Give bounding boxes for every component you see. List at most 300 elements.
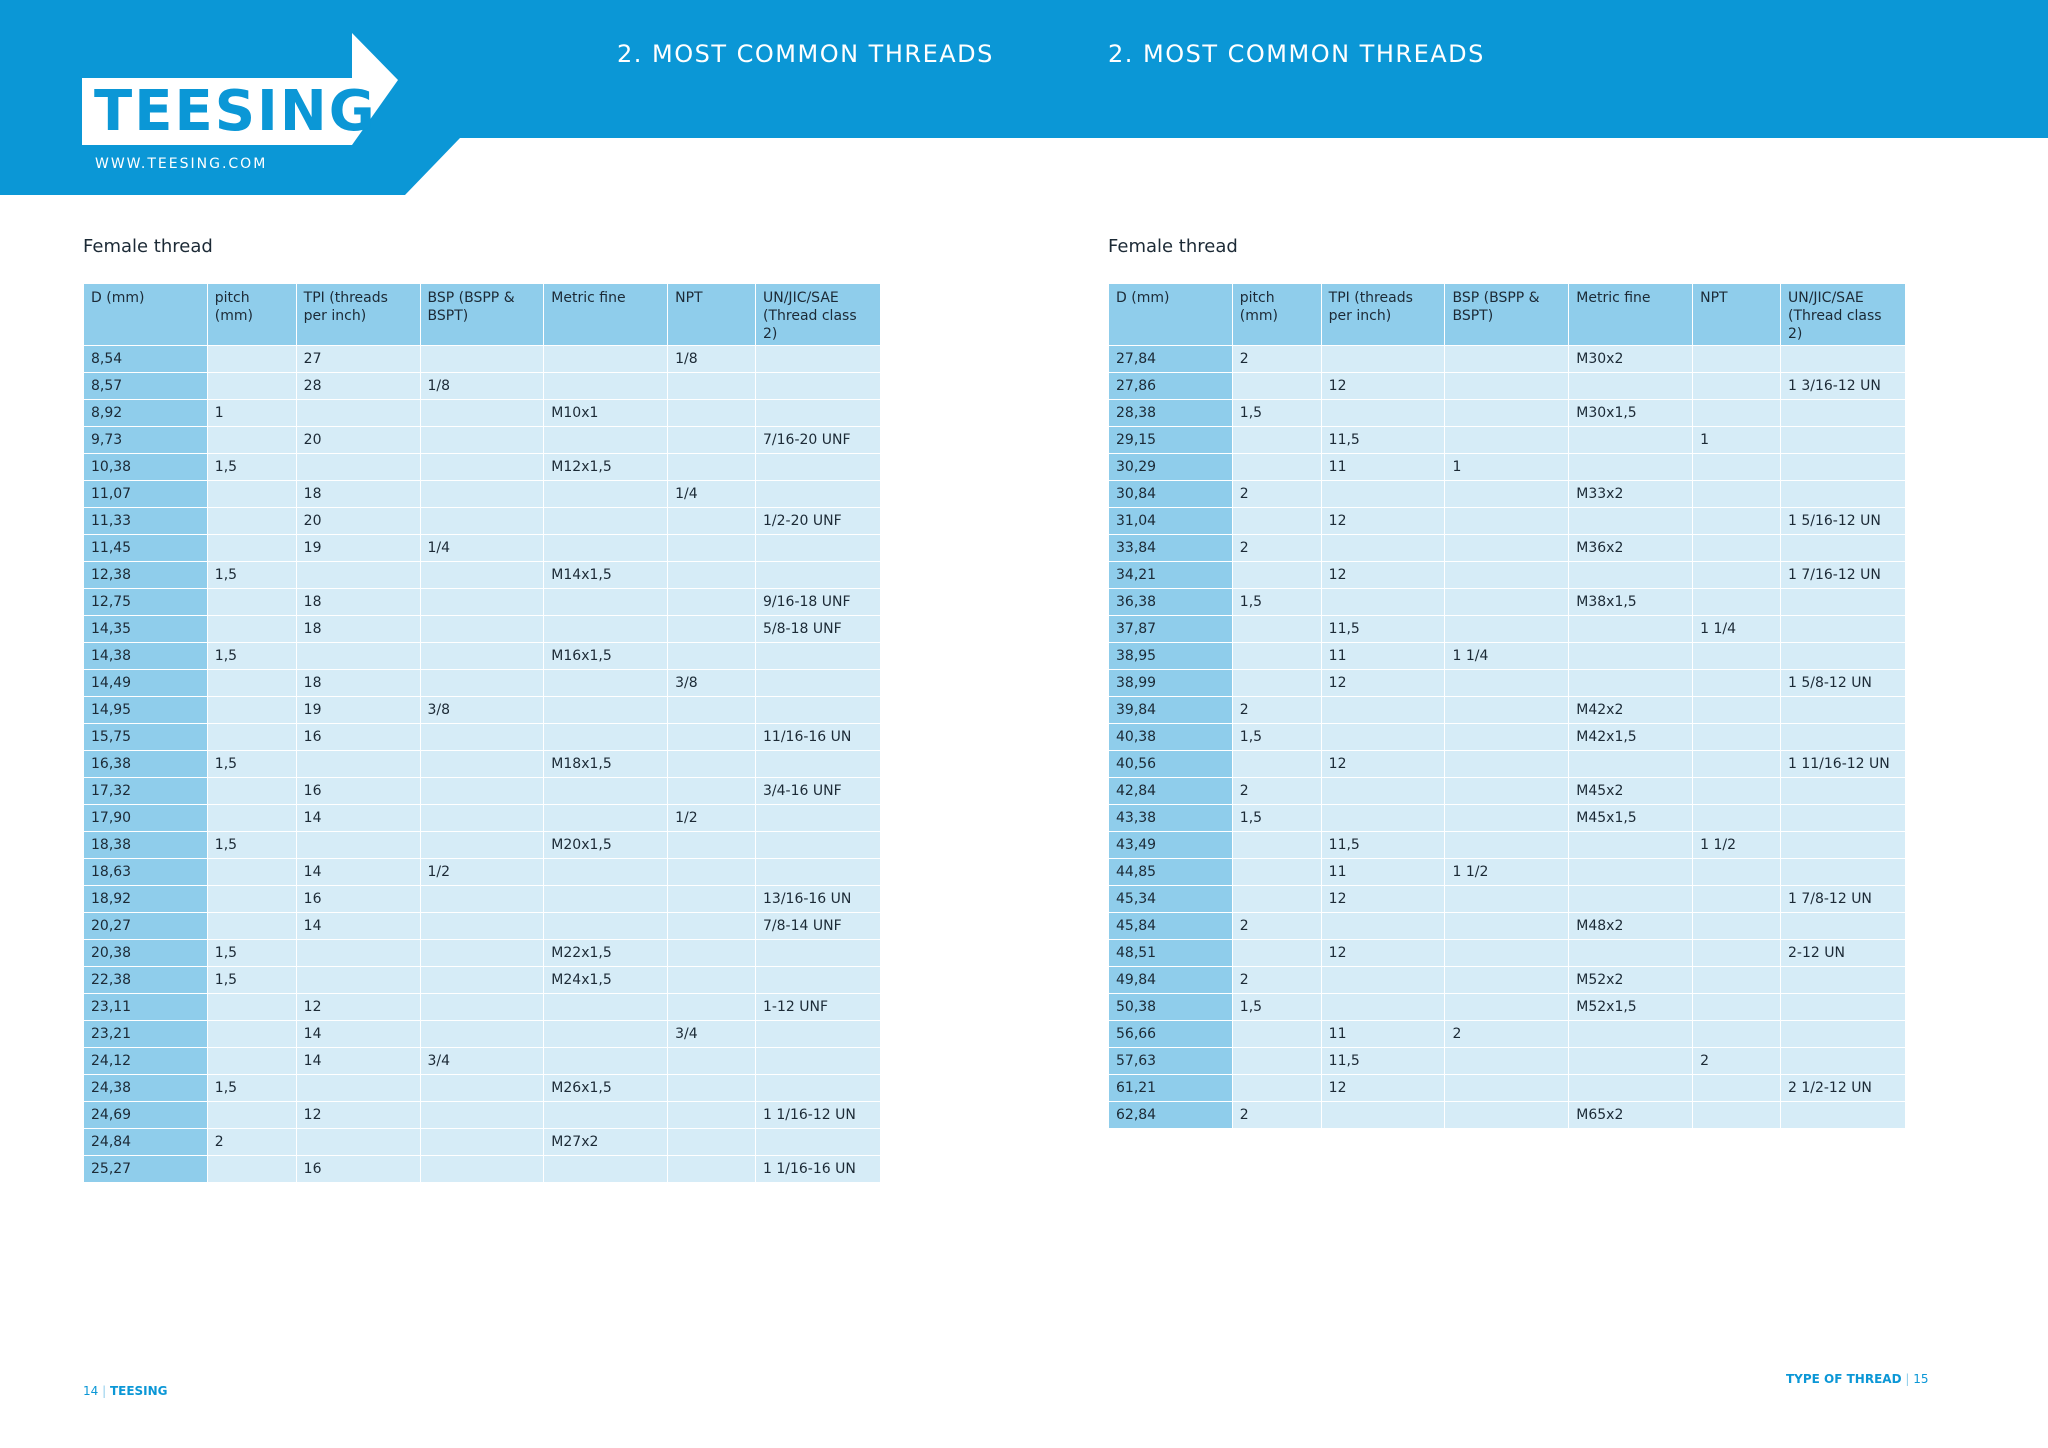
table-row [1109,562,1906,589]
table-row [1109,697,1906,724]
column-header-tpi: TPI (threads per inch) [1321,284,1445,346]
cell-pitch [207,886,296,913]
cell-diameter: 28,38 [1109,400,1233,427]
cell-npt [1693,346,1781,373]
cell-bsp [420,346,544,373]
cell-pitch [207,427,296,454]
cell-npt [668,940,756,967]
cell-npt [1693,940,1781,967]
cell-pitch: 1,5 [207,751,296,778]
cell-npt [1693,1102,1781,1129]
cell-npt [668,1102,756,1129]
cell-un-jic-sae [1780,535,1905,562]
cell-pitch [207,373,296,400]
cell-un-jic-sae [756,697,881,724]
cell-metric-fine: M26x1,5 [544,1075,668,1102]
cell-npt [1693,400,1781,427]
cell-tpi [296,562,420,589]
cell-bsp [420,643,544,670]
cell-tpi [1321,967,1445,994]
section-title-left: 2. MOST COMMON THREADS [617,40,994,68]
cell-tpi [1321,994,1445,1021]
cell-metric-fine [544,805,668,832]
cell-bsp [420,940,544,967]
table-row [84,1075,881,1102]
cell-pitch: 2 [1232,913,1321,940]
cell-npt [668,778,756,805]
table-row [1109,1075,1906,1102]
table-row [1109,400,1906,427]
cell-tpi [296,751,420,778]
cell-diameter: 40,56 [1109,751,1233,778]
table-row [1109,859,1906,886]
cell-metric-fine [1569,454,1693,481]
cell-metric-fine [544,778,668,805]
cell-un-jic-sae [1780,400,1905,427]
cell-bsp [420,724,544,751]
table-row [84,832,881,859]
table-row [84,373,881,400]
page-number: 14 [83,1384,99,1398]
cell-pitch: 1,5 [1232,994,1321,1021]
cell-diameter: 34,21 [1109,562,1233,589]
cell-diameter: 24,69 [84,1102,208,1129]
cell-un-jic-sae [1780,805,1905,832]
cell-bsp [1445,967,1569,994]
cell-pitch [1232,859,1321,886]
cell-diameter: 23,11 [84,994,208,1021]
cell-npt [668,1048,756,1075]
cell-bsp [1445,724,1569,751]
cell-un-jic-sae [1780,481,1905,508]
cell-diameter: 30,29 [1109,454,1233,481]
cell-metric-fine [1569,508,1693,535]
cell-tpi [296,1075,420,1102]
table-row [84,589,881,616]
cell-metric-fine: M52x1,5 [1569,994,1693,1021]
cell-bsp [420,805,544,832]
table-body-right [1109,346,1906,1129]
cell-diameter: 48,51 [1109,940,1233,967]
cell-un-jic-sae: 1 1/16-16 UN [756,1156,881,1183]
cell-pitch [207,346,296,373]
footer-right [1786,1372,1929,1386]
cell-bsp [1445,427,1569,454]
cell-tpi [1321,589,1445,616]
cell-bsp [1445,616,1569,643]
cell-pitch [207,805,296,832]
cell-tpi: 12 [1321,751,1445,778]
cell-metric-fine [544,724,668,751]
cell-un-jic-sae [1780,427,1905,454]
cell-npt [668,886,756,913]
cell-diameter: 61,21 [1109,1075,1233,1102]
cell-npt [1693,1021,1781,1048]
cell-pitch [1232,1075,1321,1102]
cell-bsp [420,778,544,805]
cell-un-jic-sae: 1 5/16-12 UN [1780,508,1905,535]
table-row [84,508,881,535]
cell-un-jic-sae [756,1075,881,1102]
table-row [1109,670,1906,697]
cell-tpi: 19 [296,697,420,724]
cell-npt [1693,913,1781,940]
column-header-bsp: BSP (BSPP & BSPT) [420,284,544,346]
table-row [84,1156,881,1183]
cell-diameter: 14,35 [84,616,208,643]
cell-npt [1693,373,1781,400]
cell-npt [668,454,756,481]
cell-npt [668,643,756,670]
cell-un-jic-sae: 1 3/16-12 UN [1780,373,1905,400]
cell-metric-fine [1569,859,1693,886]
cell-pitch [1232,832,1321,859]
table-row [1109,1048,1906,1075]
cell-tpi [1321,346,1445,373]
cell-bsp [420,562,544,589]
website-link[interactable]: WWW.TEESING.COM [95,156,268,172]
table-row [84,859,881,886]
cell-un-jic-sae [756,670,881,697]
cell-npt: 1 1/4 [1693,616,1781,643]
cell-diameter: 56,66 [1109,1021,1233,1048]
cell-un-jic-sae: 1-12 UNF [756,994,881,1021]
cell-un-jic-sae [756,751,881,778]
cell-tpi: 11 [1321,643,1445,670]
cell-metric-fine [544,859,668,886]
cell-pitch [1232,562,1321,589]
cell-diameter: 45,34 [1109,886,1233,913]
cell-pitch [1232,670,1321,697]
table-row [1109,427,1906,454]
table-row [1109,805,1906,832]
cell-tpi [296,832,420,859]
cell-pitch [1232,373,1321,400]
cell-metric-fine: M45x2 [1569,778,1693,805]
cell-diameter: 11,07 [84,481,208,508]
cell-npt [668,1156,756,1183]
table-row [84,886,881,913]
cell-npt: 2 [1693,1048,1781,1075]
table-row [1109,940,1906,967]
cell-bsp [420,616,544,643]
cell-diameter: 37,87 [1109,616,1233,643]
cell-npt [1693,805,1781,832]
cell-pitch: 2 [1232,967,1321,994]
cell-npt: 1 1/2 [1693,832,1781,859]
cell-npt: 1/4 [668,481,756,508]
cell-pitch: 2 [1232,778,1321,805]
cell-diameter: 15,75 [84,724,208,751]
cell-tpi: 11 [1321,1021,1445,1048]
cell-npt [668,1129,756,1156]
cell-metric-fine [1569,373,1693,400]
cell-npt [668,913,756,940]
table-row [84,805,881,832]
table-row [84,967,881,994]
cell-un-jic-sae [1780,1048,1905,1075]
column-header-metric-fine: Metric fine [544,284,668,346]
cell-bsp [1445,886,1569,913]
cell-pitch [1232,508,1321,535]
cell-npt [668,508,756,535]
cell-bsp: 1 1/2 [1445,859,1569,886]
cell-tpi: 14 [296,1048,420,1075]
cell-tpi: 11,5 [1321,616,1445,643]
cell-npt [1693,751,1781,778]
cell-pitch: 2 [1232,346,1321,373]
cell-pitch: 1,5 [1232,400,1321,427]
cell-bsp [420,967,544,994]
table-row [1109,994,1906,1021]
cell-diameter: 36,38 [1109,589,1233,616]
cell-tpi [1321,481,1445,508]
cell-tpi: 11,5 [1321,832,1445,859]
cell-npt [668,562,756,589]
cell-npt [1693,697,1781,724]
cell-pitch: 1 [207,400,296,427]
cell-un-jic-sae: 2-12 UN [1780,940,1905,967]
cell-metric-fine [544,913,668,940]
column-header-tpi: TPI (threads per inch) [296,284,420,346]
cell-metric-fine: M48x2 [1569,913,1693,940]
cell-tpi [1321,400,1445,427]
cell-pitch [1232,940,1321,967]
cell-un-jic-sae [1780,643,1905,670]
cell-diameter: 40,38 [1109,724,1233,751]
cell-diameter: 38,95 [1109,643,1233,670]
cell-diameter: 18,92 [84,886,208,913]
cell-npt: 3/8 [668,670,756,697]
cell-un-jic-sae [756,967,881,994]
cell-un-jic-sae [1780,994,1905,1021]
cell-metric-fine: M16x1,5 [544,643,668,670]
cell-bsp [1445,1048,1569,1075]
cell-un-jic-sae: 2 1/2-12 UN [1780,1075,1905,1102]
cell-diameter: 18,63 [84,859,208,886]
cell-bsp: 1/8 [420,373,544,400]
cell-un-jic-sae [756,805,881,832]
cell-npt [668,535,756,562]
cell-tpi [1321,697,1445,724]
cell-bsp [1445,832,1569,859]
cell-metric-fine [544,427,668,454]
cell-npt: 1/2 [668,805,756,832]
cell-metric-fine [1569,1048,1693,1075]
cell-bsp [1445,913,1569,940]
cell-tpi: 16 [296,1156,420,1183]
table-row [84,751,881,778]
cell-bsp [1445,697,1569,724]
cell-npt [668,751,756,778]
cell-diameter: 49,84 [1109,967,1233,994]
cell-tpi: 16 [296,724,420,751]
cell-npt [668,400,756,427]
table-row [84,778,881,805]
table-row [84,913,881,940]
cell-un-jic-sae: 3/4-16 UNF [756,778,881,805]
cell-tpi: 16 [296,778,420,805]
cell-tpi: 14 [296,913,420,940]
cell-un-jic-sae [756,940,881,967]
cell-tpi: 12 [1321,670,1445,697]
cell-diameter: 10,38 [84,454,208,481]
column-header-pitch: pitch (mm) [1232,284,1321,346]
cell-npt [668,994,756,1021]
cell-metric-fine: M22x1,5 [544,940,668,967]
cell-un-jic-sae [1780,913,1905,940]
cell-pitch [1232,1048,1321,1075]
right-page-subtitle: Female thread [1108,236,1238,257]
table-row [84,1102,881,1129]
cell-bsp [1445,346,1569,373]
table-row [84,643,881,670]
cell-tpi [1321,724,1445,751]
cell-tpi [296,454,420,481]
cell-bsp [1445,589,1569,616]
cell-tpi: 14 [296,859,420,886]
table-row [84,940,881,967]
cell-tpi: 20 [296,508,420,535]
cell-tpi: 12 [1321,562,1445,589]
cell-tpi: 12 [1321,373,1445,400]
cell-metric-fine [544,1102,668,1129]
cell-tpi [296,940,420,967]
cell-un-jic-sae [756,859,881,886]
cell-tpi: 18 [296,616,420,643]
female-thread-table-left [83,283,881,1183]
cell-metric-fine: M33x2 [1569,481,1693,508]
cell-bsp [1445,1102,1569,1129]
cell-bsp [1445,778,1569,805]
cell-un-jic-sae: 1 5/8-12 UN [1780,670,1905,697]
cell-metric-fine [1569,832,1693,859]
cell-diameter: 18,38 [84,832,208,859]
cell-pitch [1232,454,1321,481]
teesing-logo: TEESING [94,78,377,144]
cell-npt [668,859,756,886]
cell-diameter: 62,84 [1109,1102,1233,1129]
cell-tpi: 11,5 [1321,427,1445,454]
cell-bsp [420,589,544,616]
cell-tpi [296,967,420,994]
cell-npt [1693,1075,1781,1102]
cell-un-jic-sae [756,562,881,589]
cell-tpi [1321,778,1445,805]
cell-npt [1693,535,1781,562]
cell-metric-fine [544,886,668,913]
cell-metric-fine [1569,1075,1693,1102]
table-row [84,427,881,454]
column-header-diameter: D (mm) [1109,284,1233,346]
cell-diameter: 45,84 [1109,913,1233,940]
cell-bsp [420,454,544,481]
cell-bsp [420,832,544,859]
cell-diameter: 14,95 [84,697,208,724]
page-number: 15 [1913,1372,1929,1386]
cell-un-jic-sae [1780,697,1905,724]
cell-diameter: 8,92 [84,400,208,427]
cell-npt [1693,454,1781,481]
cell-metric-fine [544,994,668,1021]
table-row [84,562,881,589]
cell-metric-fine: M14x1,5 [544,562,668,589]
cell-un-jic-sae [756,832,881,859]
table-row [1109,589,1906,616]
cell-metric-fine: M36x2 [1569,535,1693,562]
cell-diameter: 57,63 [1109,1048,1233,1075]
cell-metric-fine: M42x2 [1569,697,1693,724]
cell-un-jic-sae [1780,1102,1905,1129]
table-row [84,481,881,508]
left-page-subtitle: Female thread [83,236,213,257]
cell-metric-fine: M10x1 [544,400,668,427]
cell-metric-fine [544,508,668,535]
cell-un-jic-sae [1780,454,1905,481]
cell-bsp [420,670,544,697]
table-row [1109,508,1906,535]
cell-metric-fine [544,481,668,508]
cell-un-jic-sae [1780,859,1905,886]
table-row [84,535,881,562]
cell-diameter: 27,86 [1109,373,1233,400]
cell-diameter: 20,38 [84,940,208,967]
cell-pitch [207,778,296,805]
table-header-row [1109,284,1906,346]
cell-metric-fine: M12x1,5 [544,454,668,481]
footer-left [83,1384,168,1398]
cell-pitch [1232,1021,1321,1048]
cell-metric-fine: M65x2 [1569,1102,1693,1129]
cell-pitch: 1,5 [207,643,296,670]
cell-un-jic-sae [1780,967,1905,994]
cell-pitch: 1,5 [207,940,296,967]
cell-diameter: 9,73 [84,427,208,454]
cell-bsp [420,1021,544,1048]
table-row [1109,643,1906,670]
cell-metric-fine: M38x1,5 [1569,589,1693,616]
table-row [1109,1102,1906,1129]
cell-tpi [1321,1102,1445,1129]
column-header-metric-fine: Metric fine [1569,284,1693,346]
cell-diameter: 14,38 [84,643,208,670]
cell-diameter: 25,27 [84,1156,208,1183]
cell-metric-fine: M18x1,5 [544,751,668,778]
cell-metric-fine [544,535,668,562]
cell-diameter: 17,90 [84,805,208,832]
cell-un-jic-sae [1780,616,1905,643]
cell-diameter: 24,84 [84,1129,208,1156]
cell-bsp: 1/2 [420,859,544,886]
table-row [84,994,881,1021]
footer-label: TEESING [109,1384,168,1398]
cell-un-jic-sae [756,400,881,427]
table-row [84,697,881,724]
cell-npt [668,616,756,643]
footer-separator: | [1901,1372,1914,1386]
cell-diameter: 16,38 [84,751,208,778]
cell-npt [1693,562,1781,589]
table-row [84,454,881,481]
cell-bsp [1445,994,1569,1021]
cell-un-jic-sae: 7/8-14 UNF [756,913,881,940]
table-row [84,400,881,427]
table-header-row [84,284,881,346]
cell-tpi: 12 [296,1102,420,1129]
cell-pitch: 1,5 [1232,724,1321,751]
cell-npt [1693,508,1781,535]
cell-un-jic-sae [1780,346,1905,373]
